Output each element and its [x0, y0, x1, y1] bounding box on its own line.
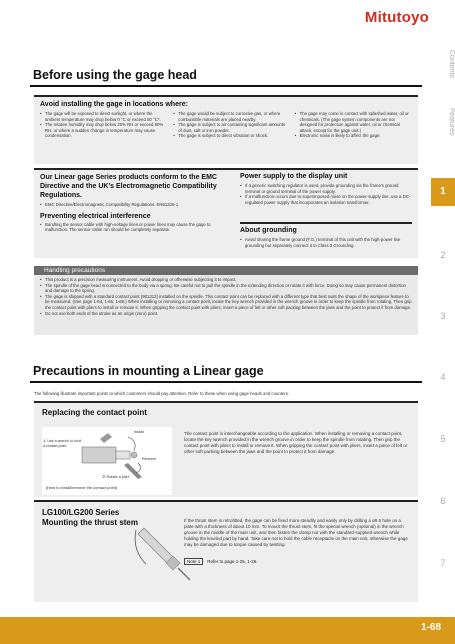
- section1-rule: [30, 85, 422, 87]
- power-list: [240, 183, 412, 205]
- list-item: • If a generic switching regulator is used, provide grounding via the frame's ground terminal or ground terminal of the power supply.: [240, 183, 412, 194]
- side-tab-features[interactable]: Features: [448, 108, 455, 136]
- list-item: • The gage is subject to air containing significant amounts of dust, salt or iron powder.: [173, 122, 288, 133]
- side-tab-5[interactable]: 5: [440, 434, 446, 444]
- list-item: • The spindle of the gage head is connected to the body via a spring. Be careful not to pull the spindle in the extending direction or rotate it with force. Doing so may cause permanent distortion and damage to the spring.: [40, 283, 412, 294]
- thrust-text: If the thrust stem is retrofitted, the gage can be fixed more steadily and easily only by drilling a ø9.5 hole on a plate with a thickness of about 10 mm. To mount the thrust stem, fit the special wrench (optional) in the wrench groove in the middle of the main unit, and then fasten the clamp nut with the standard-supplied wrench while holding the knurled part by hand. Take care not to hold the cable receptacle on the main unit, otherwise the gage may be damaged due to torque caused by twisting.: [184, 518, 408, 547]
- note-label: Note 1: [184, 558, 203, 565]
- diagram-caption: [How to install/remove the contact point]: [46, 485, 117, 490]
- diagram-label-install: Install: [134, 430, 144, 434]
- list-item: • Electronic noise is likely to affect the gage.: [295, 133, 412, 139]
- diagram-label-remove: Remove: [142, 457, 157, 461]
- side-tab-6[interactable]: 6: [440, 496, 446, 506]
- thrust-heading-line1: LG100/LG200 Series: [42, 508, 120, 517]
- list-item: • This product is a precision measuring instrument. Avoid dropping or otherwise subjecting it to impact.: [40, 277, 412, 283]
- list-item: • Bundling the sensor cable with high-voltage lines or power lines may cause the gage to malfunction. The sensor cable run should be completely separate.: [40, 222, 230, 233]
- handling-bar: Handling precautions: [34, 266, 418, 275]
- side-tab-4[interactable]: 4: [440, 372, 446, 382]
- replace-text: The contact point is interchangeable according to the application. When installing or removing a contact point, locate the key wrench provided in the wrench groove in order to keep the spindle from rotating. Then grip the contact point with pliers to install or remove it. When gripping the contact point with pliers, insert a piece of felt or other soft packing between the jaws and the point to protect it from damage.: [184, 431, 408, 454]
- list-item: • Avoid sharing the frame ground (F.G.) terminal of this unit with the high-power line grounding but separately connect it to Class 3 Grounding.: [240, 237, 412, 248]
- replace-heading: Replacing the contact point: [42, 408, 147, 417]
- list-item: • The gage is shipped with a standard contact point (901312) installed on the spindle. This contact point can be replaced with a different type that best suits the shape of the workpiece feature to be measured. (See page 1-64, 1-65, 1-68.) When installing or removing a contact point, locate the key wrench provided in the wrench groove in order to keep the spindle from rotating. Then grip the contact point with pliers to install or remove it. When gripping the contact point with pliers, insert a piece of felt or other soft packing between the jaws and the point to protect it from damage.: [40, 294, 412, 311]
- brand-logo: Mitutoyo: [364, 9, 429, 26]
- thrust-heading-line2: Mounting the thrust stem: [42, 518, 138, 527]
- side-tab-3[interactable]: 3: [440, 311, 446, 321]
- grounding-list: [240, 237, 412, 248]
- list-item: • EMC Directive/Electromagnetic Compatibility Regulations: EN61326-1: [40, 202, 230, 208]
- thrust-note: [184, 558, 258, 565]
- side-tab-contents[interactable]: Contents: [448, 50, 455, 79]
- footer-bar: [0, 617, 455, 644]
- avoid-col2: [173, 111, 288, 139]
- diagram-label-wrench: ① Use a wrench to hold a contact point: [43, 439, 81, 448]
- section2-title: Precautions in mounting a Linear gage: [33, 364, 264, 378]
- handling-list: [40, 277, 412, 316]
- list-item: • The gage is subject to direct vibration or shock.: [173, 133, 288, 139]
- interference-heading: Preventing electrical interference: [40, 212, 151, 220]
- list-item: • Do not use both ends of the stroke as an origin (zero) point.: [40, 311, 412, 317]
- avoid-col3: [295, 111, 412, 139]
- emc-heading: Our Linear gage Series products conform to the EMC Directive and the UK's Electromagnetic Compatibility Regulations.: [40, 174, 217, 199]
- section2-rule: [30, 381, 422, 383]
- thrust-box: [34, 502, 418, 602]
- list-item: • The gage would be subject to corrosive gas, or where combustible materials are placed nearby.: [173, 111, 288, 122]
- power-heading: Power supply to the display unit: [240, 173, 348, 180]
- list-item: • The gage may come in contact with splashed water, oil or chemicals. (The gage system components are not designed for protection against water, oil or chemical attack, except for the gage unit.): [295, 111, 412, 133]
- grounding-heading: About grounding: [240, 227, 297, 234]
- replace-diagram: [42, 427, 172, 495]
- diagram-label-plier: ② Rotate a plier: [102, 475, 130, 479]
- list-item: • If a malfunction occurs due to superimposed noise on the power-supply line, use a DC-regulated power supply that incorporates an isolation transformer.: [240, 194, 412, 205]
- section1-title: Before using the gage head: [33, 68, 197, 82]
- avoid-col1: [40, 111, 167, 139]
- side-tab-1[interactable]: 1: [431, 178, 455, 206]
- replace-box: [34, 403, 418, 497]
- side-tab-2[interactable]: 2: [440, 250, 446, 260]
- side-tab-7[interactable]: 7: [440, 558, 446, 568]
- interference-list: [40, 222, 230, 233]
- avoid-box: [34, 97, 418, 164]
- section2-intro: The following illustrate important points to which customers should pay attention. Refer to these when using gage heads and counters.: [34, 391, 290, 396]
- list-item: • The relative humidity may drop below 20% RH or exceed 80% RH, or where a sudden change in temperature may cause condensation.: [40, 122, 167, 139]
- emc-box: [34, 170, 418, 258]
- list-item: • The gage will be exposed to direct sunlight, or where the ambient temperature may drop below 0 °C or exceed 50 °C*.: [40, 111, 167, 122]
- grounding-rule: [240, 222, 412, 224]
- note-text: Refer to page 1-25, 1-26.: [207, 559, 258, 564]
- handling-box: [34, 275, 418, 335]
- emc-list: [40, 202, 230, 208]
- avoid-heading: Avoid installing the gage in locations where:: [40, 101, 188, 108]
- page-number: 1-68: [420, 622, 441, 633]
